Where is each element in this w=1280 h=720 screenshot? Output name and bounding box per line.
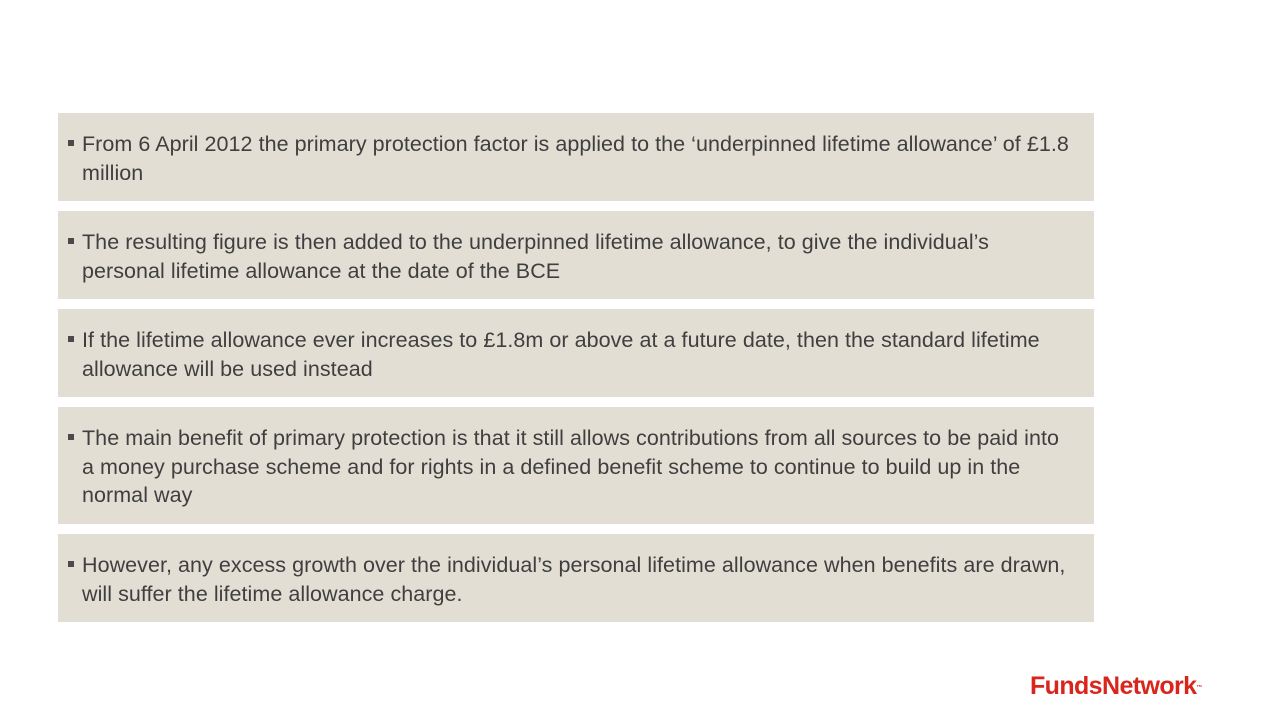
logo-text: FundsNetwork [1030, 672, 1197, 700]
fundsnetwork-logo [1030, 671, 1202, 701]
bullet-text: However, any excess growth over the individual’s personal lifetime allowance when benefits are drawn, will suffer the lifetime allowance charge. [82, 553, 1066, 606]
bullet-box-3 [58, 309, 1094, 397]
bullet-box-4 [58, 407, 1094, 524]
square-bullet-icon [68, 434, 74, 440]
square-bullet-icon [68, 561, 74, 567]
square-bullet-icon [68, 140, 74, 146]
square-bullet-icon [68, 238, 74, 244]
bullet-text: The resulting figure is then added to the underpinned lifetime allowance, to give the individual’s personal lifetime allowance at the date of the BCE [82, 230, 989, 283]
bullet-box-2 [58, 211, 1094, 299]
bullet-text: If the lifetime allowance ever increases to £1.8m or above at a future date, then the standard lifetime allowance will be used instead [82, 328, 1040, 381]
bullet-text: The main benefit of primary protection is that it still allows contributions from all sources to be paid into a money purchase scheme and for rights in a defined benefit scheme to continue to build up in the normal way [82, 426, 1059, 507]
bullet-box-1 [58, 113, 1094, 201]
square-bullet-icon [68, 336, 74, 342]
bullet-box-5 [58, 534, 1094, 622]
trademark-mark: ™ [1196, 685, 1203, 691]
bullet-text: From 6 April 2012 the primary protection factor is applied to the ‘underpinned lifetime allowance’ of £1.8 million [82, 132, 1069, 185]
